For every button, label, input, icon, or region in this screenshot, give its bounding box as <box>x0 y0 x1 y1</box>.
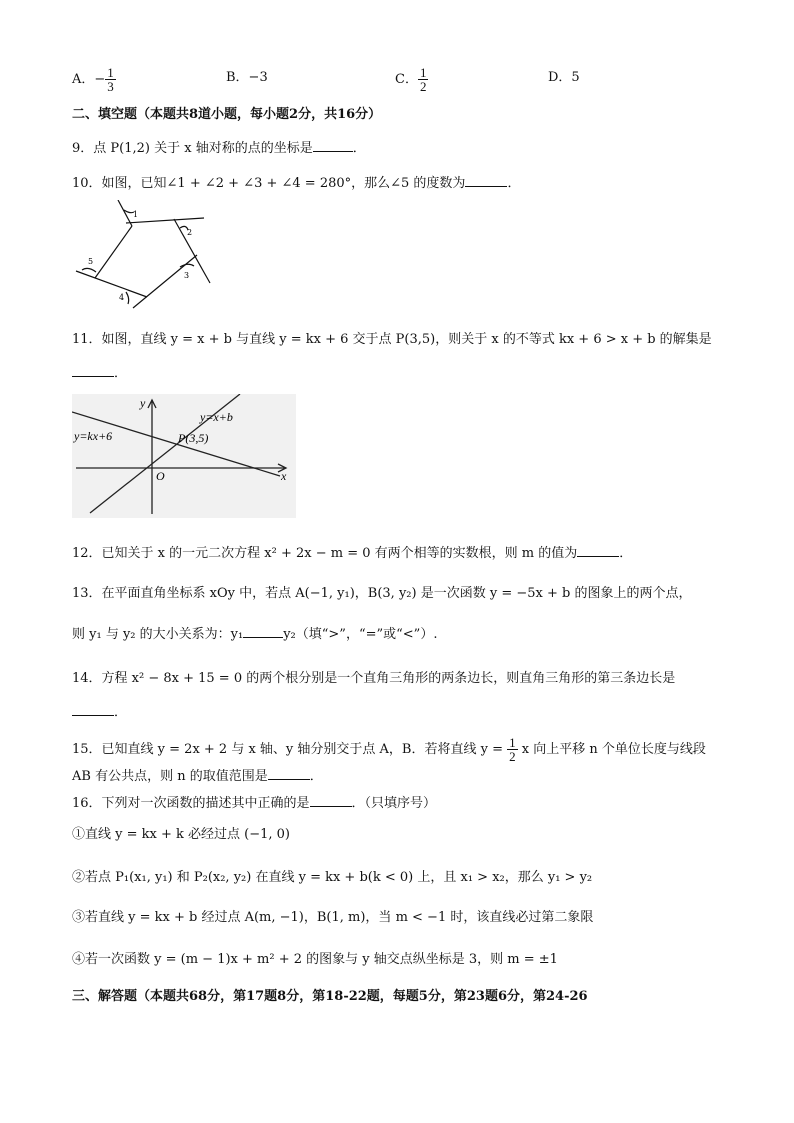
x-axis-label: x <box>281 469 287 483</box>
question-14-answer-line: ． <box>72 703 127 722</box>
question-16: 16．下列对一次函数的描述其中正确的是 ．（只填序号） <box>72 796 437 811</box>
q15-fraction: $\frac{1}{2}$ <box>509 735 516 764</box>
answer-blank-12 <box>577 544 619 557</box>
angle-label-2: 2 <box>187 228 193 237</box>
answer-blank-11 <box>72 364 114 377</box>
option-a: A．− $\frac{1}{3}$ <box>72 65 114 94</box>
angle-label-5: 5 <box>88 257 94 266</box>
option-b: B．−3 <box>226 70 268 85</box>
question-14: 14．方程 x² − 8x + 15 = 0 的两个根分别是一个直角三角形的两条边长，则直角三角形的第三条边长是 <box>72 671 676 686</box>
q16-option-4: ④若一次函数 y = (m − 1)x + m² + 2 的图象与 y 轴交点纵坐标是 3，则 m = ±1 <box>72 952 558 967</box>
answer-blank-10 <box>465 174 507 187</box>
question-9: 9．点 P(1,2) 关于 x 轴对称的点的坐标是 ． <box>72 141 366 156</box>
question-15-line1: 15．已知直线 y = 2x + 2 与 x 轴、y 轴分别交于点 A，B．若将直线 y = $\frac{1}{2}$ x 向上平移 n 个单位长度与线段 <box>72 735 706 764</box>
q16-option-1: ①直线 y = kx + k 必经过点 (−1, 0) <box>72 827 290 842</box>
question-11-answer-line: ． <box>72 364 127 383</box>
answer-blank-16 <box>310 794 352 807</box>
option-a-fraction: $\frac{1}{3}$ <box>107 65 114 94</box>
pentagon-figure <box>70 200 220 320</box>
line-label-x-plus-b: y=x+b <box>200 410 233 424</box>
point-p-label: P(3,5) <box>178 431 209 445</box>
q16-option-3: ③若直线 y = kx + b 经过点 A(m, −1)，B(1, m)，当 m < −1 时，该直线必过第二象限 <box>72 910 594 925</box>
question-10: 10．如图，已知∠1 + ∠2 + ∠3 + ∠4 = 280°，那么∠5 的度数为 ． <box>72 176 521 191</box>
line-label-kx-plus-6: y=kx+6 <box>74 429 113 443</box>
answer-blank-9 <box>313 139 353 152</box>
option-c: C． $\frac{1}{2}$ <box>395 65 427 94</box>
origin-label: O <box>156 469 165 483</box>
answer-blank-15 <box>268 767 310 780</box>
question-13-line2: 则 y₁ 与 y₂ 的大小关系为：y₁ y₂（填“>”，“=”或“<”）. <box>72 627 438 642</box>
question-12: 12．已知关于 x 的一元二次方程 x² + 2x − m = 0 有两个相等的实数根，则 m 的值为 ． <box>72 546 633 561</box>
intersection-graph <box>72 394 296 518</box>
angle-label-1: 1 <box>133 210 139 219</box>
section3-heading: 三、解答题（本题共68分，第17题8分，第18-22题，每题5分，第23题6分，第24-26 <box>72 989 588 1004</box>
question-15-line2: AB 有公共点，则 n 的取值范围是 ． <box>72 769 323 784</box>
answer-blank-13 <box>243 625 283 638</box>
q16-option-2: ②若点 P₁(x₁, y₁) 和 P₂(x₂, y₂) 在直线 y = kx + b(k < 0) 上，且 x₁ > x₂，那么 y₁ > y₂ <box>72 870 593 885</box>
section2-heading: 二、填空题（本题共8道小题，每小题2分，共16分） <box>72 107 382 122</box>
answer-blank-14 <box>72 703 114 716</box>
angle-label-4: 4 <box>119 293 125 302</box>
question-13-line1: 13．在平面直角坐标系 xOy 中，若点 A(−1, y₁)，B(3, y₂) 是一次函数 y = −5x + b 的图象上的两个点， <box>72 586 692 601</box>
option-d: D．5 <box>548 70 580 85</box>
y-axis-label: y <box>140 396 146 410</box>
angle-label-3: 3 <box>184 271 190 280</box>
question-11: 11．如图，直线 y = x + b 与直线 y = kx + 6 交于点 P(3,5)，则关于 x 的不等式 kx + 6 > x + b 的解集是 <box>72 332 712 347</box>
option-c-fraction: $\frac{1}{2}$ <box>419 65 427 94</box>
